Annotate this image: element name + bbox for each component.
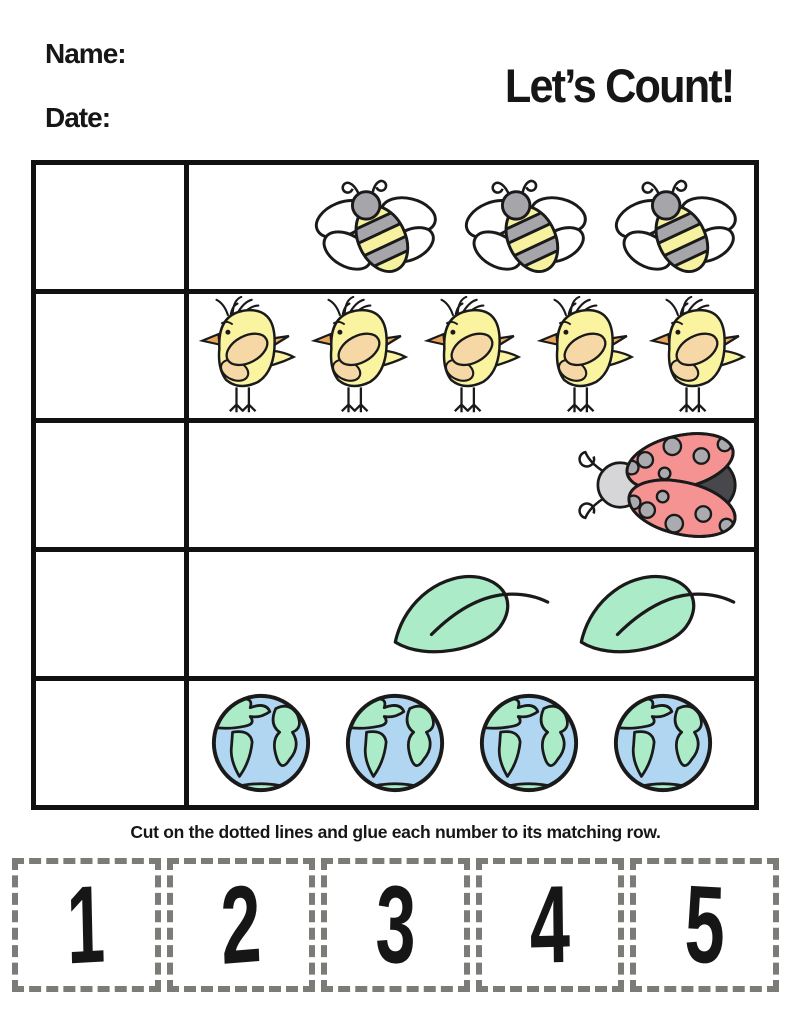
earth-figure: [207, 689, 315, 797]
grid-row-bees: [36, 165, 754, 294]
grid-row-earths: [36, 681, 754, 805]
leaf-figure: [572, 564, 742, 664]
bird-figure: [303, 296, 414, 416]
name-label: Name:: [45, 38, 126, 69]
bird-figure: [191, 296, 302, 416]
picture-cell-bees: [189, 165, 754, 289]
number-cards-strip: [12, 858, 779, 992]
bee-figure: [610, 174, 740, 280]
number-card-digit: 3: [374, 862, 417, 988]
answer-box-earths[interactable]: [36, 681, 189, 805]
earth-figure: [341, 689, 449, 797]
bird-figure: [529, 296, 640, 416]
picture-cell-leaves: [189, 552, 754, 676]
grid-row-birds: [36, 294, 754, 423]
leaf-figure: [386, 564, 556, 664]
earth-figure: [609, 689, 717, 797]
date-label: Date:: [45, 102, 111, 133]
grid-row-ladybug: [36, 423, 754, 552]
ladybug-figure: [555, 427, 751, 543]
picture-cell-ladybug: [189, 423, 754, 547]
counting-grid: [31, 160, 759, 810]
number-card-5[interactable]: [630, 858, 779, 992]
answer-box-bees[interactable]: [36, 165, 189, 289]
picture-cell-birds: [189, 294, 754, 418]
number-card-2[interactable]: [167, 858, 316, 992]
number-card-digit: 1: [66, 862, 107, 988]
instruction-text: Cut on the dotted lines and glue each number to its matching row.: [130, 822, 661, 842]
number-card-1[interactable]: [12, 858, 161, 992]
bee-figure: [310, 174, 440, 280]
number-card-3[interactable]: [321, 858, 470, 992]
picture-cell-earths: [189, 681, 754, 805]
grid-row-leaves: [36, 552, 754, 681]
answer-box-leaves[interactable]: [36, 552, 189, 676]
answer-box-birds[interactable]: [36, 294, 189, 418]
number-card-4[interactable]: [476, 858, 625, 992]
bee-figure: [460, 174, 590, 280]
bird-figure: [641, 296, 752, 416]
earth-figure: [475, 689, 583, 797]
number-card-digit: 2: [218, 861, 263, 989]
answer-box-ladybug[interactable]: [36, 423, 189, 547]
bird-figure: [416, 296, 527, 416]
page-title: Let’s Count!: [504, 59, 733, 112]
number-card-digit: 4: [529, 862, 571, 988]
number-card-digit: 5: [683, 862, 727, 988]
